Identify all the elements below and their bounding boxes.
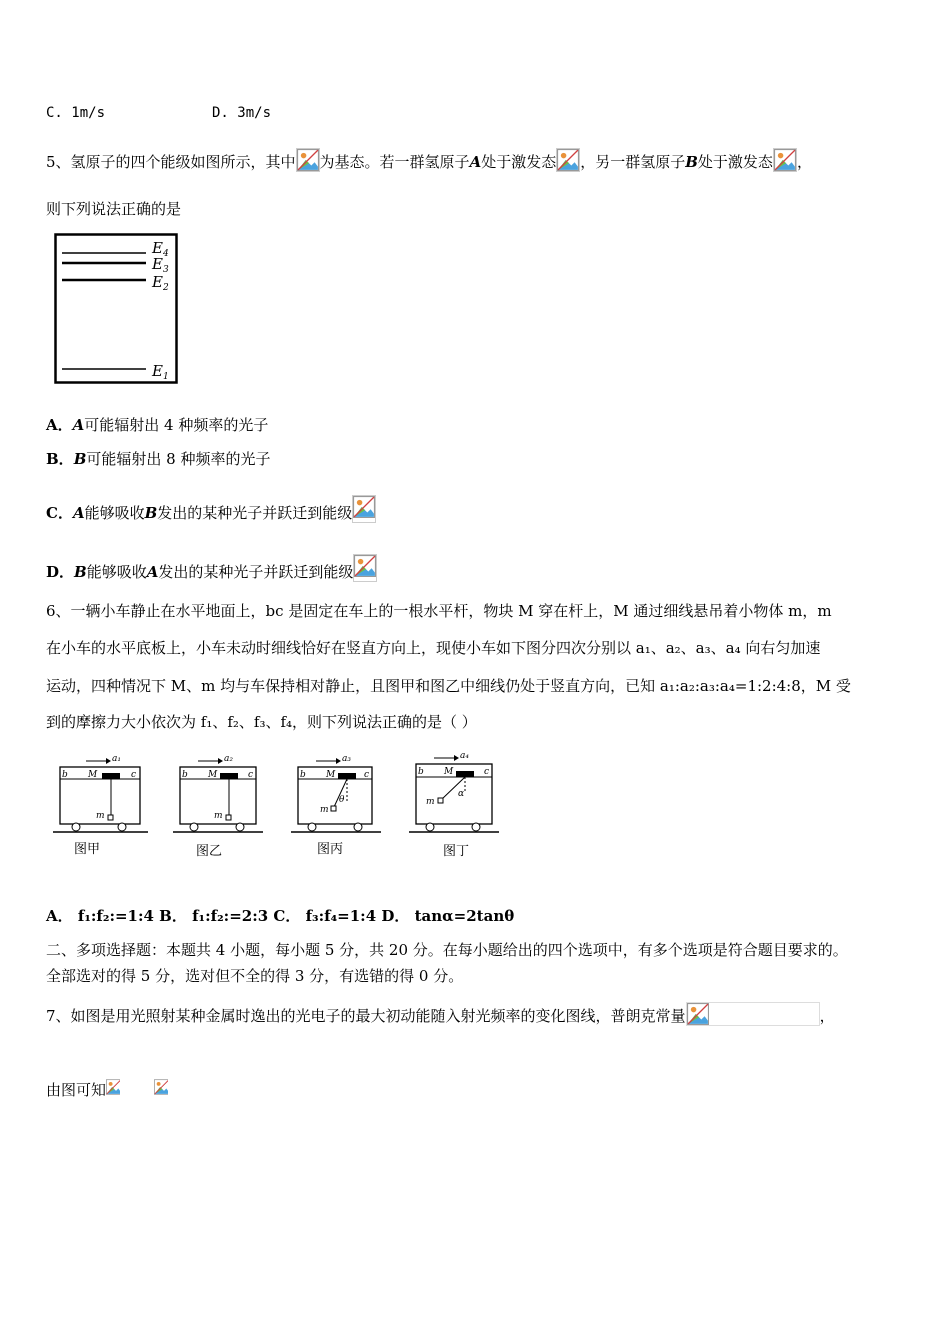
level-label-e2: $E_2$	[152, 273, 169, 293]
level-label-e1: $E_1$	[152, 362, 169, 382]
svg-text:a₃: a₃	[342, 754, 351, 764]
formula-image-icon	[773, 148, 797, 172]
svg-text:M: M	[88, 770, 98, 780]
svg-text:a₂: a₂	[224, 754, 233, 764]
formula-image-icon	[154, 1076, 168, 1100]
svg-text:c: c	[484, 767, 490, 777]
svg-text:a₁: a₁	[112, 754, 121, 764]
svg-text:c: c	[248, 770, 254, 780]
section2-line2: 全部选对的得 5 分，选对但不全的得 3 分，有选错的得 0 分。	[46, 967, 464, 985]
q7-stem-line2: 由图可知	[46, 1076, 168, 1100]
figure-caption-jia: 图甲	[74, 842, 101, 857]
svg-text:m: m	[214, 811, 223, 821]
svg-text:M: M	[208, 770, 218, 780]
cart-figure-yi	[173, 754, 263, 832]
formula-image-icon	[353, 554, 377, 582]
formula-image-icon	[686, 1002, 820, 1026]
formula-image-icon	[106, 1076, 120, 1100]
svg-text:m: m	[320, 805, 329, 815]
svg-text:m: m	[426, 797, 435, 807]
cart-figure-jia	[53, 754, 148, 832]
prev-option-d: D. 3m/s	[212, 105, 272, 121]
q6-stem-line3: 运动，四种情况下 M、m 均与车保持相对静止，且图甲和图乙中细线仍处于竖直方向，已知 a₁:a₂:a₃:a₄=1:2:4:8，M 受	[46, 677, 851, 695]
section2-line1: 二、多项选择题：本题共 4 小题，每小题 5 分，共 20 分。在每小题给出的四个选项中，有多个选项是符合题目要求的。	[46, 941, 848, 959]
formula-image-icon	[556, 148, 580, 172]
svg-text:c: c	[131, 770, 137, 780]
svg-text:b: b	[418, 767, 424, 777]
cart-figures	[50, 752, 510, 862]
q5-option-d: D．B能够吸收A发出的某种光子并跃迁到能级	[46, 554, 377, 582]
q5-option-c: C．A能够吸收B发出的某种光子并跃迁到能级	[46, 495, 376, 523]
cart-figure-ding	[409, 752, 499, 832]
svg-text:b: b	[62, 770, 68, 780]
formula-image-icon	[296, 148, 320, 172]
svg-text:b: b	[300, 770, 306, 780]
svg-text:c: c	[364, 770, 370, 780]
level-label-e4: $E_4$	[152, 239, 169, 259]
svg-text:b: b	[182, 770, 188, 780]
svg-text:M: M	[444, 767, 454, 777]
figure-caption-ding: 图丁	[443, 844, 470, 859]
level-label-e3: $E_3$	[152, 255, 169, 275]
q6-stem-line2: 在小车的水平底板上，小车未动时细线恰好在竖直方向上，现使小车如下图分四次分别以 a₁、a₂、a₃、a₄ 向右匀加速	[46, 639, 821, 657]
q6-options: A． f₁:f₂:=1:4 B． f₁:f₂:=2:3 C． f₃:f₄=1:4 D． tanα=2tanθ	[46, 907, 515, 925]
q5-stem-line1: 5、氢原子的四个能级如图所示，其中 为基态。若一群氢原子A处于激发态 ，另一群氢原子B处于激发态 ，	[46, 148, 812, 172]
q5-option-b: B．B可能辐射出 8 种频率的光子	[46, 450, 271, 468]
svg-text:m: m	[96, 811, 105, 821]
q7-stem-line1: 7、如图是用光照射某种金属时逸出的光电子的最大初动能随入射光频率的变化图线，普朗克常量 ，	[46, 1002, 835, 1026]
svg-text:θ: θ	[339, 795, 345, 805]
figure-caption-yi: 图乙	[196, 844, 223, 859]
svg-text:α: α	[458, 789, 465, 799]
formula-image-icon	[352, 495, 376, 523]
svg-text:M: M	[326, 770, 336, 780]
prev-option-c: C. 1m/s	[46, 105, 106, 121]
energy-level-diagram	[54, 233, 180, 385]
q5-option-a: A．A可能辐射出 4 种频率的光子	[46, 416, 269, 434]
cart-figure-bing	[291, 754, 381, 832]
q5-stem-line2: 则下列说法正确的是	[46, 200, 182, 218]
q6-stem-line4: 到的摩擦力大小依次为 f₁、f₂、f₃、f₄，则下列说法正确的是（ ）	[46, 713, 477, 731]
svg-text:a₄: a₄	[460, 752, 469, 761]
q6-stem-line1: 6、一辆小车静止在水平地面上，bc 是固定在车上的一根水平杆，物块 M 穿在杆上，M 通过细线悬吊着小物体 m，m	[46, 602, 832, 620]
figure-caption-bing: 图丙	[317, 842, 344, 857]
